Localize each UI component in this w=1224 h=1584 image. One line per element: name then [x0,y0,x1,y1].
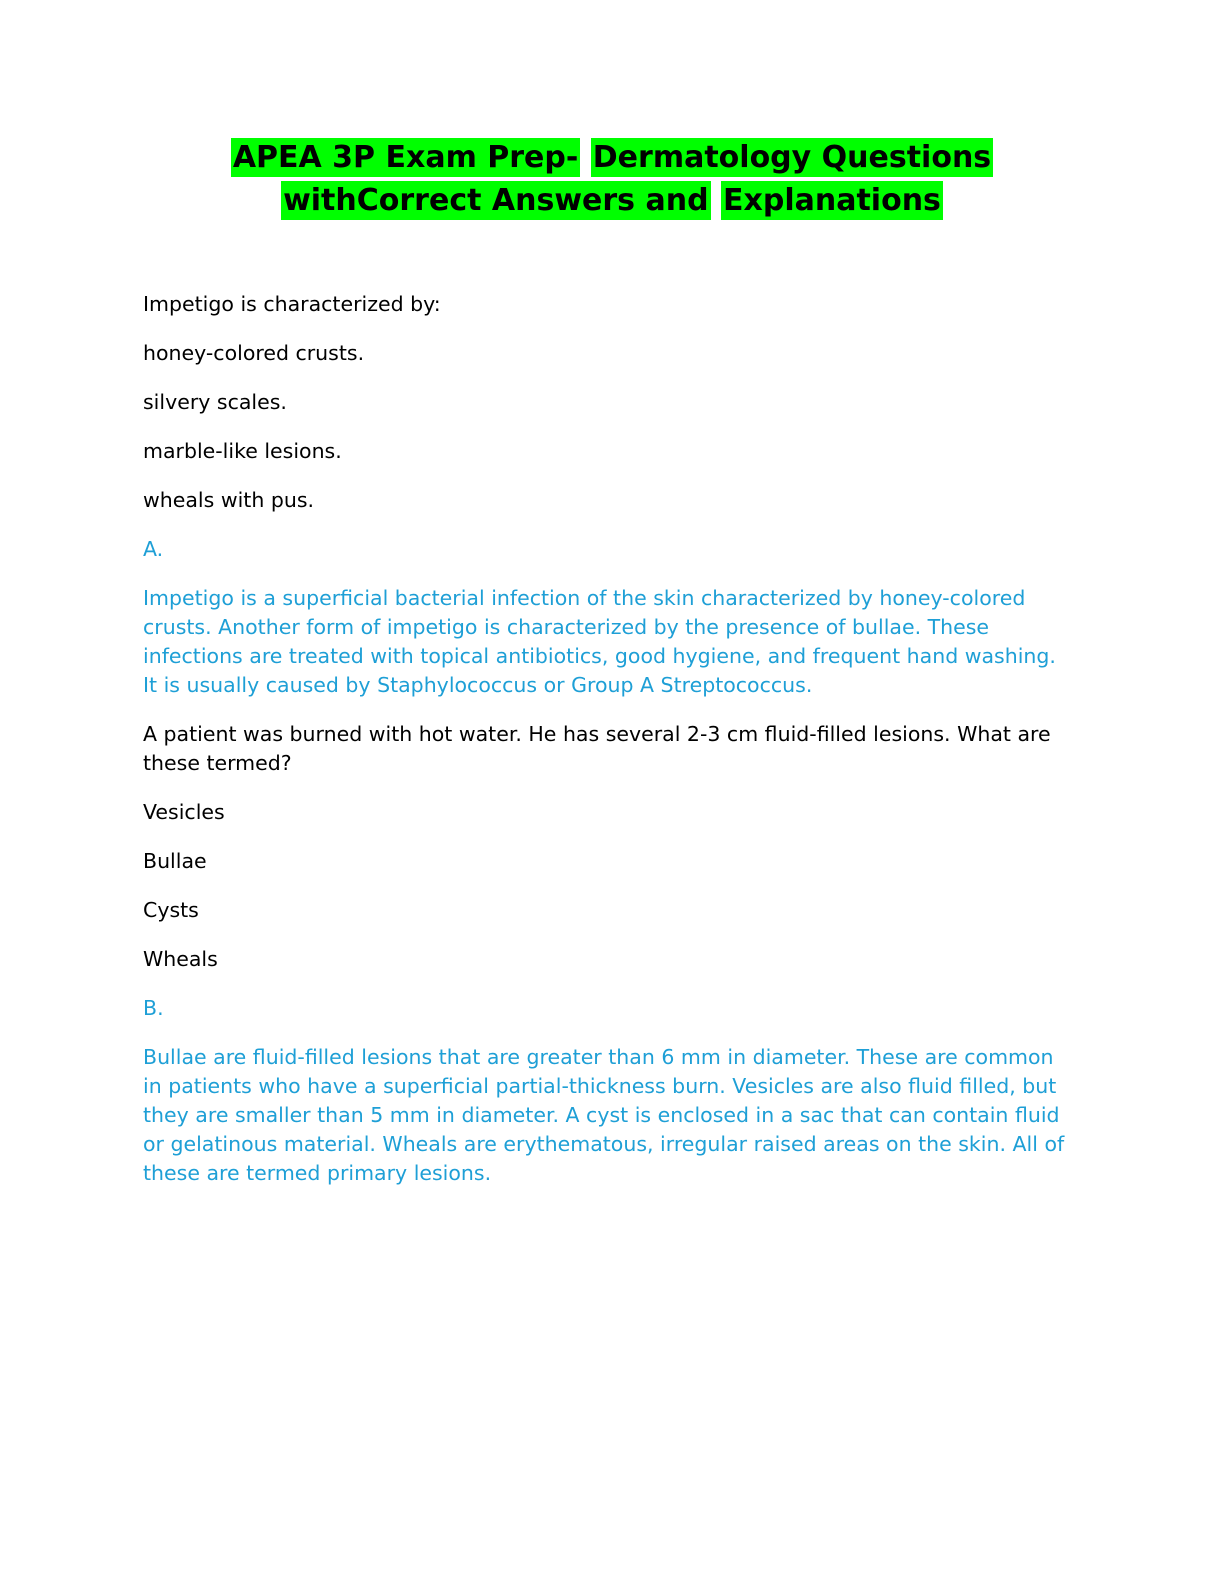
answer-option: Bullae [143,849,207,873]
answer-option: Vesicles [143,800,225,824]
answer-option: Wheals [143,947,218,971]
answer-option: marble-like lesions. [143,439,342,463]
title-line-2 [0,179,1224,222]
answer-option: silvery scales. [143,390,287,414]
document-title [0,136,1224,222]
title-highlight: Explanations [723,183,941,218]
question-text: Impetigo is characterized by: [143,292,441,316]
title-highlight: APEA 3P Exam Prep- [232,140,579,175]
title-line-1 [0,136,1224,179]
answer-explanation: Impetigo is a superficial bacterial infection of the skin characterized by honey-colored crusts. Another form of impetigo is characterized by the presence of bullae. These infections are treated with topical antibiotics, good hygiene, and frequent hand washing. It is usually caused by Staphylococcus or Group A Streptococcus. [143,586,1056,697]
title-highlight: Dermatology Questions [592,140,992,175]
document-body [143,290,1073,1208]
answer-option: wheals with pus. [143,488,315,512]
correct-answer: B. [143,996,164,1020]
answer-explanation: Bullae are fluid-filled lesions that are greater than 6 mm in diameter. These are common in patients who have a superficial partial-thickness burn. Vesicles are also fluid filled, but they are smaller than 5 mm in diameter. A cyst is enclosed in a sac that can contain fluid or gelatinous material. Wheals are erythematous, irregular raised areas on the skin. All of these are termed primary lesions. [143,1045,1065,1185]
answer-option: honey-colored crusts. [143,341,365,365]
answer-option: Cysts [143,898,199,922]
correct-answer: A. [143,537,164,561]
title-highlight: withCorrect Answers and [283,183,709,218]
question-text: A patient was burned with hot water. He has several 2-3 cm fluid-filled lesions. What are these termed? [143,722,1051,775]
